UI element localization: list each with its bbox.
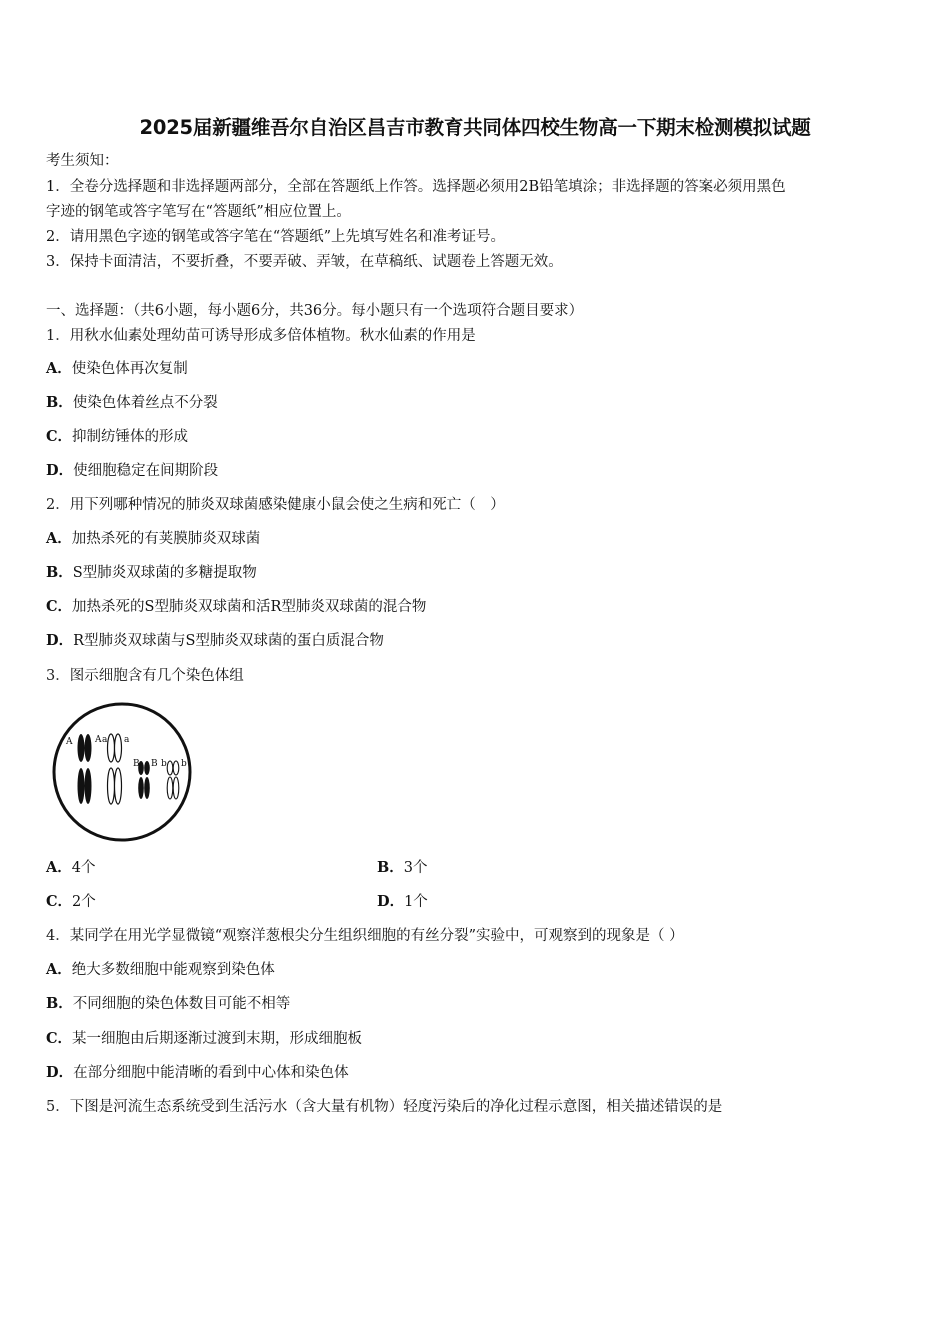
notice-item-2: 2．请用黑色字迹的钢笔或答字笔在“答题纸”上先填写姓名和准考证号。 [46, 229, 506, 245]
notice-item-3: 3．保持卡面清洁，不要折叠，不要弄破、弄皱，在草稿纸、试题卷上答题无效。 [46, 254, 563, 270]
gene-label: A [66, 737, 73, 747]
question-number: 1． [46, 328, 70, 344]
option-text: 使染色体再次复制 [71, 361, 188, 377]
question-text: 用秋水仙素处理幼苗可诱导形成多倍体植物。秋水仙素的作用是 [69, 328, 476, 344]
question-number: 2． [46, 497, 70, 513]
question-3-stem [46, 666, 244, 686]
option-label: A． [46, 859, 72, 876]
question-number: 4． [46, 928, 70, 944]
option-text: 某一细胞由后期逐渐过渡到末期，形成细胞板 [72, 1031, 363, 1047]
cell-chromosome-diagram [50, 702, 200, 844]
notice-heading: 考生须知： [46, 153, 119, 169]
option-text: 使细胞稳定在间期阶段 [73, 463, 219, 479]
question-4-stem [46, 926, 684, 946]
option-text: 不同细胞的染色体数目可能不相等 [72, 996, 291, 1012]
q2-option-d[interactable] [46, 631, 384, 651]
option-label: A． [46, 961, 72, 978]
option-label: C． [46, 598, 73, 615]
question-text: 用下列哪种情况的肺炎双球菌感染健康小鼠会使之生病和死亡（ ） [69, 497, 505, 513]
option-label: D． [46, 632, 74, 649]
option-text: 使染色体着丝点不分裂 [72, 395, 218, 411]
option-label: C． [46, 1030, 73, 1047]
q2-option-b[interactable] [46, 563, 257, 583]
notice-item-1-cont: 字迹的钢笔或答字笔写在“答题纸”相应位置上。 [46, 204, 351, 220]
gene-label: A [95, 735, 102, 745]
page-title: 2025届新疆维吾尔自治区昌吉市教育共同体四校生物高一下期末检测模拟试题 [139, 116, 811, 139]
gene-label: B [151, 759, 158, 769]
option-label: D． [46, 462, 74, 479]
q3-option-a[interactable] [46, 858, 96, 878]
option-label: D． [377, 893, 405, 910]
q3-option-c[interactable] [46, 892, 96, 912]
q3-option-b[interactable] [377, 858, 428, 878]
option-label: B． [377, 859, 404, 876]
gene-label: a [102, 735, 108, 745]
question-1-stem [46, 326, 476, 346]
option-text: 在部分细胞中能清晰的看到中心体和染色体 [73, 1065, 349, 1081]
gene-label: b [161, 759, 167, 769]
question-number: 3． [46, 668, 70, 684]
q4-option-b[interactable] [46, 994, 290, 1014]
question-text: 图示细胞含有几个染色体组 [69, 668, 244, 684]
question-2-stem [46, 495, 505, 515]
question-number: 5． [46, 1099, 70, 1115]
option-label: A． [46, 530, 72, 547]
q2-option-c[interactable] [46, 597, 426, 617]
q4-option-c[interactable] [46, 1029, 362, 1049]
q4-option-a[interactable] [46, 960, 275, 980]
option-label: D． [46, 1064, 74, 1081]
notice-item-1: 1．全卷分选择题和非选择题两部分，全部在答题纸上作答。选择题必须用2B铅笔填涂；非选择题的答案必须用黑色 [46, 179, 786, 195]
option-text: 抑制纺锤体的形成 [72, 429, 189, 445]
q1-option-d[interactable] [46, 461, 218, 481]
option-label: A． [46, 360, 72, 377]
option-text: 3个 [403, 860, 428, 876]
option-text: 1个 [404, 894, 428, 910]
option-label: B． [46, 564, 73, 581]
gene-label: b [181, 759, 187, 769]
option-text: 2个 [72, 894, 96, 910]
question-5-stem [46, 1097, 722, 1117]
gene-label: a [124, 735, 130, 745]
q1-option-b[interactable] [46, 393, 218, 413]
q1-option-c[interactable] [46, 427, 188, 447]
q2-option-a[interactable] [46, 529, 260, 549]
option-label: C． [46, 428, 73, 445]
option-label: B． [46, 394, 73, 411]
question-text: 下图是河流生态系统受到生活污水（含大量有机物）轻度污染后的净化过程示意图，相关描述错误的是 [69, 1099, 723, 1115]
section-heading: 一、选择题：（共6小题，每小题6分，共36分。每小题只有一个选项符合题目要求） [46, 303, 584, 319]
option-text: 4个 [71, 860, 96, 876]
gene-label: B [133, 759, 140, 769]
q4-option-d[interactable] [46, 1063, 349, 1083]
option-text: R型肺炎双球菌与S型肺炎双球菌的蛋白质混合物 [73, 633, 384, 649]
option-text: 绝大多数细胞中能观察到染色体 [71, 962, 275, 978]
q3-option-d[interactable] [377, 892, 428, 912]
option-label: B． [46, 995, 73, 1012]
option-label: C． [46, 893, 73, 910]
option-text: 加热杀死的S型肺炎双球菌和活R型肺炎双球菌的混合物 [72, 599, 427, 615]
q1-option-a[interactable] [46, 359, 188, 379]
option-text: 加热杀死的有荚膜肺炎双球菌 [71, 531, 261, 547]
question-text: 某同学在用光学显微镜“观察洋葱根尖分生组织细胞的有丝分裂”实验中，可观察到的现象是（ ） [69, 928, 684, 944]
option-text: S型肺炎双球菌的多糖提取物 [72, 565, 257, 581]
